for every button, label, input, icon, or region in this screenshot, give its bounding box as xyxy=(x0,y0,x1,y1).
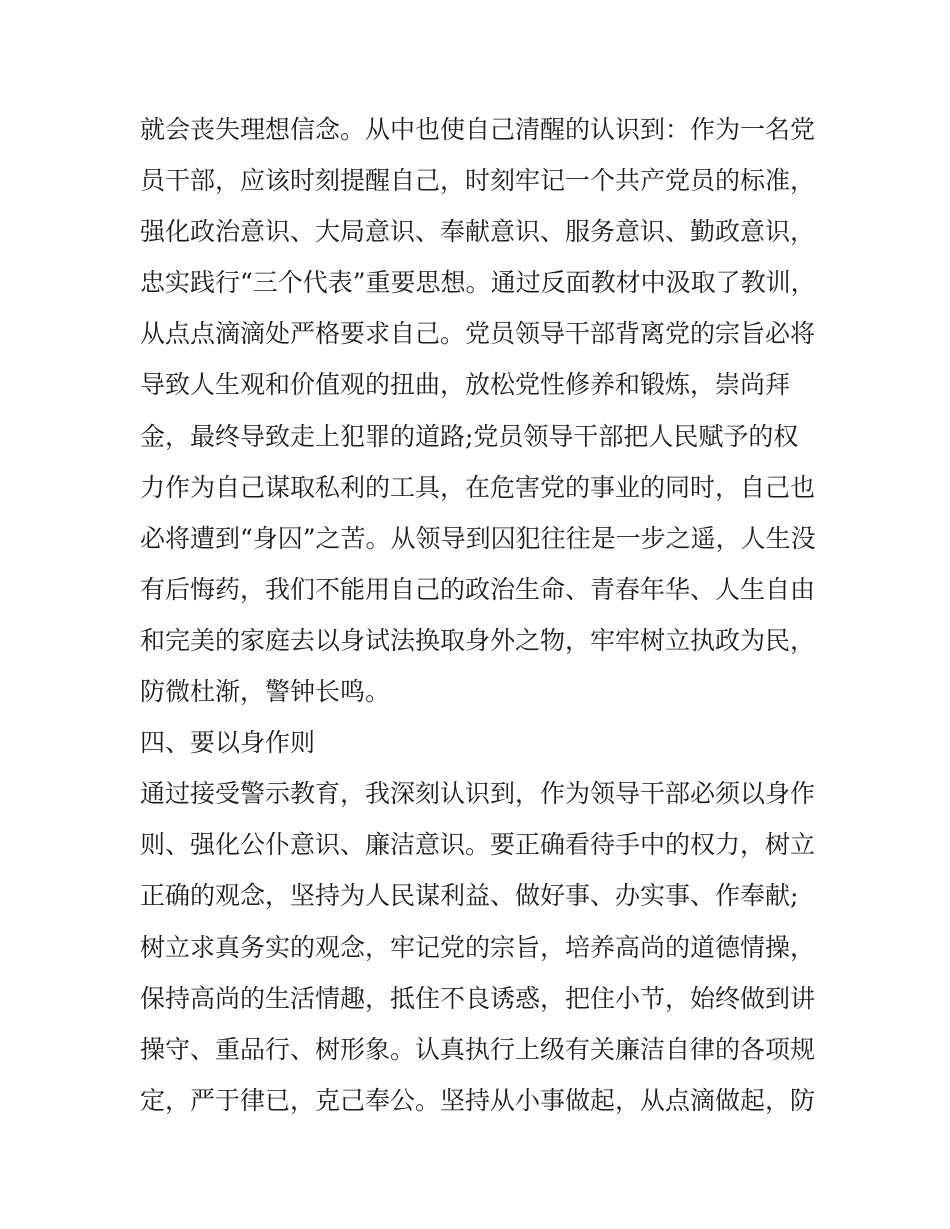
text-line: 则、强化公仆意识、廉洁意识。要正确看待手中的权力，树立 xyxy=(140,830,816,860)
text-line: 导致人生观和价值观的扭曲，放松党性修养和锻炼，崇尚拜 xyxy=(140,370,791,400)
text-line: 保持高尚的生活情趣，抵住不良诱惑，把住小节，始终做到讲 xyxy=(140,983,816,1013)
text-line: 防微杜渐，警钟长鸣。 xyxy=(140,677,391,707)
text-line: 员干部，应该时刻提醒自己，时刻牢记一个共产党员的标准， xyxy=(140,166,816,196)
text-line: 从点点滴滴处严格要求自己。党员领导干部背离党的宗旨必将 xyxy=(140,319,816,349)
text-line: 通过接受警示教育，我深刻认识到，作为领导干部必须以身作 xyxy=(140,779,816,809)
text-line: 就会丧失理想信念。从中也使自己清醒的认识到：作为一名党 xyxy=(140,115,816,144)
text-line: 强化政治意识、大局意识、奉献意识、服务意识、勤政意识， xyxy=(140,217,816,247)
body-text xyxy=(140,104,820,1126)
text-line: 操守、重品行、树形象。认真执行上级有关廉洁自律的各项规 xyxy=(140,1034,816,1064)
text-line: 金，最终导致走上犯罪的道路;党员领导干部把人民赋予的权 xyxy=(140,421,799,451)
text-line: 树立求真务实的观念，牢记党的宗旨，培养高尚的道德情操， xyxy=(140,932,816,962)
text-line: 必将遭到“身囚”之苦。从领导到囚犯往往是一步之遥，人生没 xyxy=(140,523,816,553)
text-line: 定，严于律已，克己奉公。坚持从小事做起，从点滴做起，防 xyxy=(140,1085,816,1115)
text-line: 正确的观念，坚持为人民谋利益、做好事、办实事、作奉献; xyxy=(140,881,799,911)
text-line: 力作为自己谋取私利的工具，在危害党的事业的同时，自己也 xyxy=(140,472,816,502)
text-line: 忠实践行“三个代表”重要思想。通过反面教材中汲取了教训， xyxy=(140,268,816,298)
section-heading: 四、要以身作则 xyxy=(140,728,316,758)
text-line: 有后悔药，我们不能用自己的政治生命、青春年华、人生自由 xyxy=(140,574,816,604)
text-line: 和完美的家庭去以身试法换取身外之物，牢牢树立执政为民， xyxy=(140,625,816,655)
